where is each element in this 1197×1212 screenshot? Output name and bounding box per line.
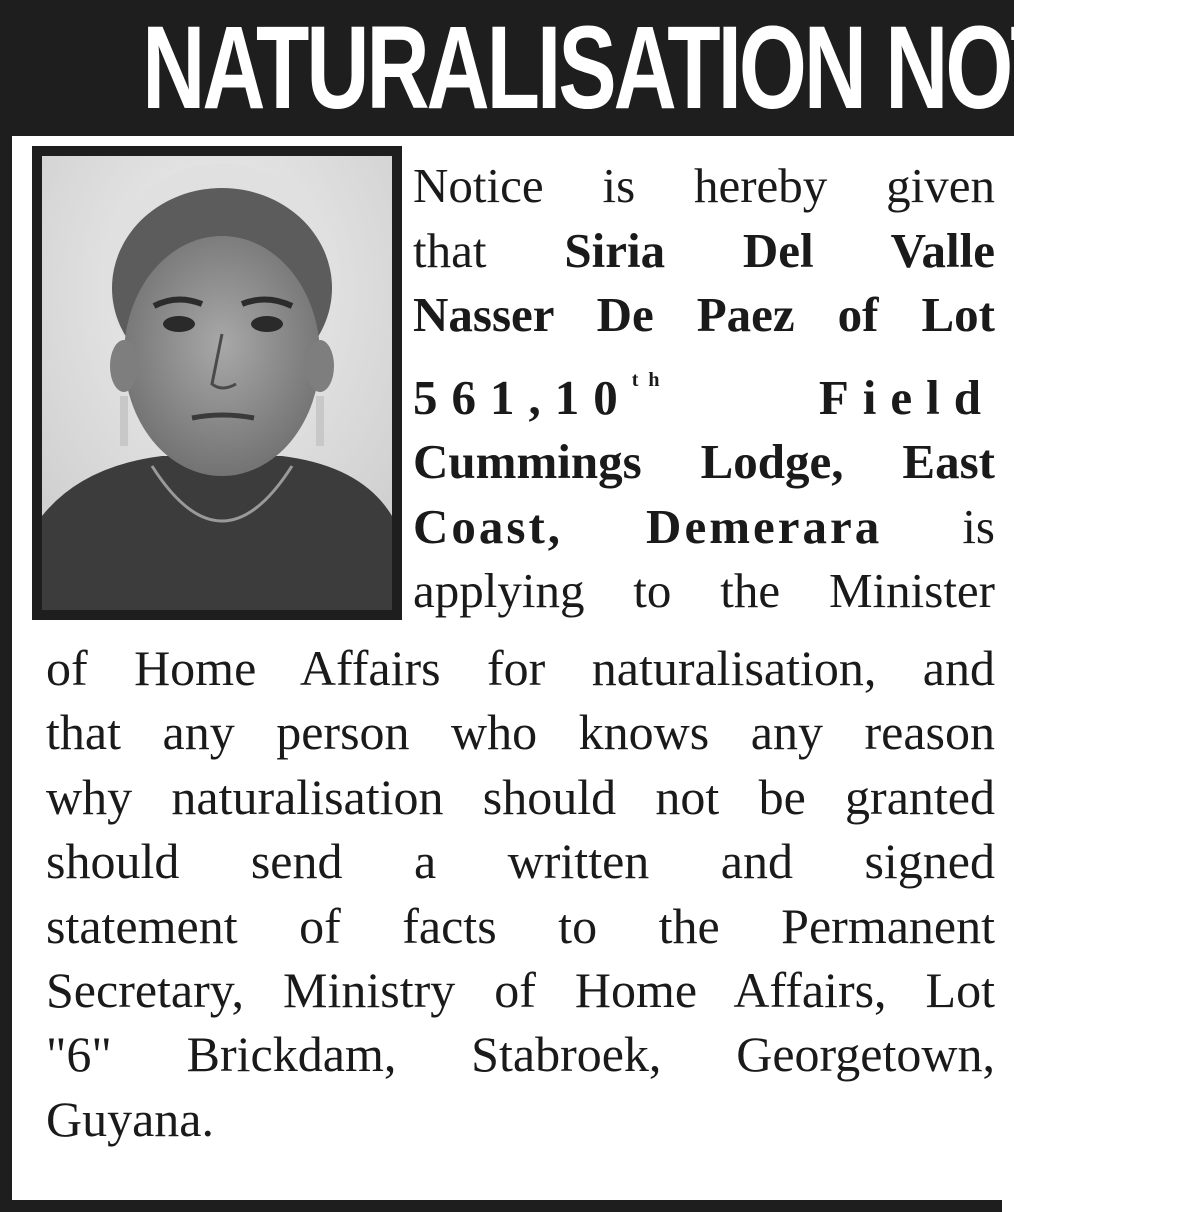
notice-line-text: is — [962, 498, 995, 554]
notice-line — [413, 283, 995, 348]
ordinal-suffix: th — [631, 368, 670, 391]
address-field: Field — [818, 369, 995, 425]
notice-line-text: applying to the Minister — [413, 563, 995, 618]
body-line: Secretary, Ministry of Home Affairs, Lot — [46, 962, 995, 1019]
notice-line — [413, 430, 995, 495]
notice-title: NATURALISATION NOTICE — [142, 2, 1197, 134]
body-line: why naturalisation should not be granted — [46, 768, 995, 825]
body-line: of Home Affairs for naturalisation, and — [46, 640, 995, 696]
notice-intro-text — [413, 154, 995, 624]
applicant-portrait-image — [42, 156, 392, 610]
applicant-photo-frame — [32, 146, 402, 620]
address-lot-number: 561,10 — [413, 369, 632, 425]
address-part: Coast, Demerara — [413, 498, 883, 554]
notice-content — [24, 136, 1002, 1200]
address-part: Cummings Lodge, East — [413, 434, 995, 489]
notice-line-text: that — [413, 222, 487, 278]
notice-body-text — [46, 636, 995, 1151]
notice-header — [12, 0, 1197, 136]
notice-line — [413, 348, 995, 431]
applicant-name-part: Siria Del Valle — [564, 222, 995, 278]
body-line: should send a written and signed — [46, 833, 995, 890]
body-line: Guyana. — [46, 1090, 214, 1147]
applicant-name-part: Nasser De Paez of Lot — [413, 287, 995, 342]
notice-line-text: Notice is hereby given — [413, 158, 995, 213]
notice-line — [413, 219, 995, 284]
body-line: statement of facts to the Permanent — [46, 897, 995, 954]
body-line: that any person who knows any reason — [46, 704, 995, 761]
notice-line — [413, 495, 995, 560]
notice-line — [413, 154, 995, 219]
applicant-photo — [42, 156, 392, 610]
notice-line — [413, 559, 995, 624]
body-line: "6" Brickdam, Stabroek, Georgetown, — [46, 1026, 995, 1083]
